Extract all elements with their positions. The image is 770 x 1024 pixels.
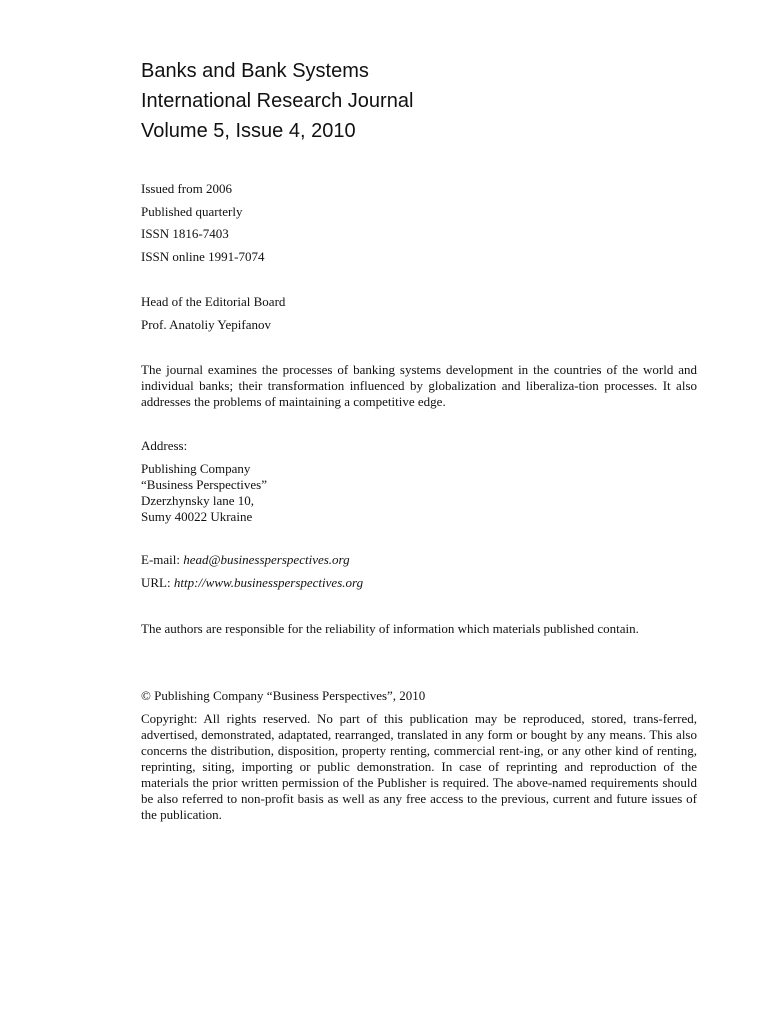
email-line <box>141 549 363 572</box>
journal-subtitle: International Research Journal <box>141 90 414 112</box>
editorial-board <box>141 291 285 336</box>
issn: ISSN 1816-7403 <box>141 226 229 241</box>
url-line <box>141 572 363 595</box>
url-link[interactable]: http://www.businessperspectives.org <box>173 574 364 590</box>
address-line-1: Publishing Company <box>141 461 251 476</box>
responsibility-note: The authors are responsible for the reliability of information which materials published contain. <box>141 621 639 636</box>
issn-online: ISSN online 1991-7074 <box>141 248 265 264</box>
email-link[interactable]: head@businessperspectives.org <box>183 552 350 567</box>
editorial-name: Prof. Anatoliy Yepifanov <box>141 316 271 332</box>
address-line-3: Dzerzhynsky lane 10, <box>141 493 254 508</box>
copyright-text: Copyright: All rights reserved. No part of this publication may be reproduced, stored, trans-ferred, advertised, demonstrated, adaptated, rearranged, translated in any form or bought by any means. This also concerns the distribution, disposition, property renting, commercial rent-ing, or any other kind of renting, reprinting, siting, importing or public demonstration. In case of reprinting and reproduction of the materials the prior written permission of the Publisher is required. The above-named requirements should be also referred to non-profit basis as well as any free access to the previous, current and future issues of the publication. <box>141 711 697 822</box>
email-label: E-mail: <box>141 552 184 567</box>
address-line-2: “Business Perspectives” <box>141 477 268 492</box>
issued-from: Issued from 2006 <box>141 181 232 196</box>
journal-title: Banks and Bank Systems <box>141 60 369 82</box>
address-line-4: Sumy 40022 Ukraine <box>141 509 253 524</box>
address-block <box>141 437 267 525</box>
journal-header <box>141 56 413 146</box>
address-label: Address: <box>141 438 188 453</box>
editorial-role: Head of the Editorial Board <box>141 294 286 309</box>
url-label: URL: <box>141 574 174 590</box>
copyright-line: © Publishing Company “Business Perspectives”, 2010 <box>141 688 426 703</box>
contact-block <box>141 549 363 594</box>
journal-volume: Volume 5, Issue 4, 2010 <box>141 120 356 142</box>
publication-frequency: Published quarterly <box>141 203 243 219</box>
journal-description: The journal examines the processes of banking systems development in the countries of the world and individual banks; their transformation influenced by globalization and liberaliza-tion processes. It also addresses the problems of maintaining a competitive edge. <box>141 362 697 409</box>
publication-info <box>141 178 265 268</box>
